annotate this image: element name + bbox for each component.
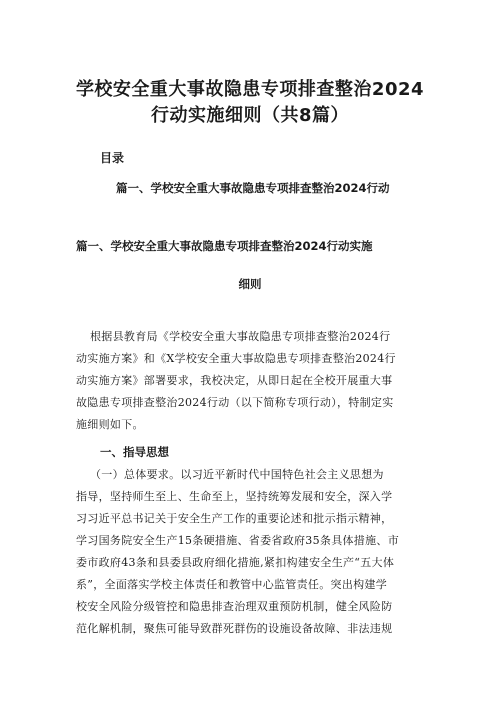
paragraph-line: 校安全风险分级管控和隐患排查治理双重预防机制，健全风险防	[76, 600, 393, 613]
paragraph-general-requirements	[76, 464, 436, 640]
paragraph-line: 范化解机制，聚焦可能导致群死群伤的设施设备故障、非法违规	[76, 622, 393, 635]
paragraph-line: 根据县教育局《学校安全重大事故隐患专项排查整治2024行	[90, 330, 391, 343]
paragraph-line: 指导，坚持师生至上、生命至上，坚持统筹发展和安全，深入学	[76, 490, 393, 503]
document-title-line1: 学校安全重大事故隐患专项排查整治2024	[75, 79, 425, 100]
document-title-line2: 行动实施细则（共8篇）	[150, 105, 350, 126]
paragraph-line: 动实施方案》部署要求，我校决定，从即日起在全校开展重大事	[76, 374, 393, 387]
paragraph-line: 施细则如下。	[76, 418, 144, 431]
paragraph-line: 故隐患专项排查整治2024行动（以下简称专项行动），特制定实	[76, 396, 394, 409]
paragraph-line: 委市政府43条和县委县政府细化措施,紧扣构建安全生产“五大体	[76, 556, 395, 569]
toc-heading: 目录	[100, 151, 125, 165]
toc-entry[interactable]: 篇一、学校安全重大事故隐患专项排查整治2024行动	[116, 181, 390, 195]
heading-guiding-ideology: 一、指导思想	[100, 445, 169, 459]
paragraph-line: （一）总体要求。以习近平新时代中国特色社会主义思想为	[90, 468, 384, 481]
section-title-line2: 细则	[238, 277, 262, 291]
section-title-line1: 篇一、学校安全重大事故隐患专项排查整治2024行动实施	[76, 239, 373, 253]
paragraph-line: 系”，全面落实学校主体责任和教管中心监管责任。突出构建学	[76, 578, 388, 591]
paragraph-intro	[76, 326, 436, 436]
paragraph-line: 学习国务院安全生产15条硬措施、省委省政府35条具体措施、市	[76, 534, 399, 547]
paragraph-line: 动实施方案》和《X学校安全重大事故隐患专项排查整治2024行	[76, 352, 396, 365]
paragraph-line: 习习近平总书记关于安全生产工作的重要论述和批示指示精神，	[76, 512, 393, 525]
